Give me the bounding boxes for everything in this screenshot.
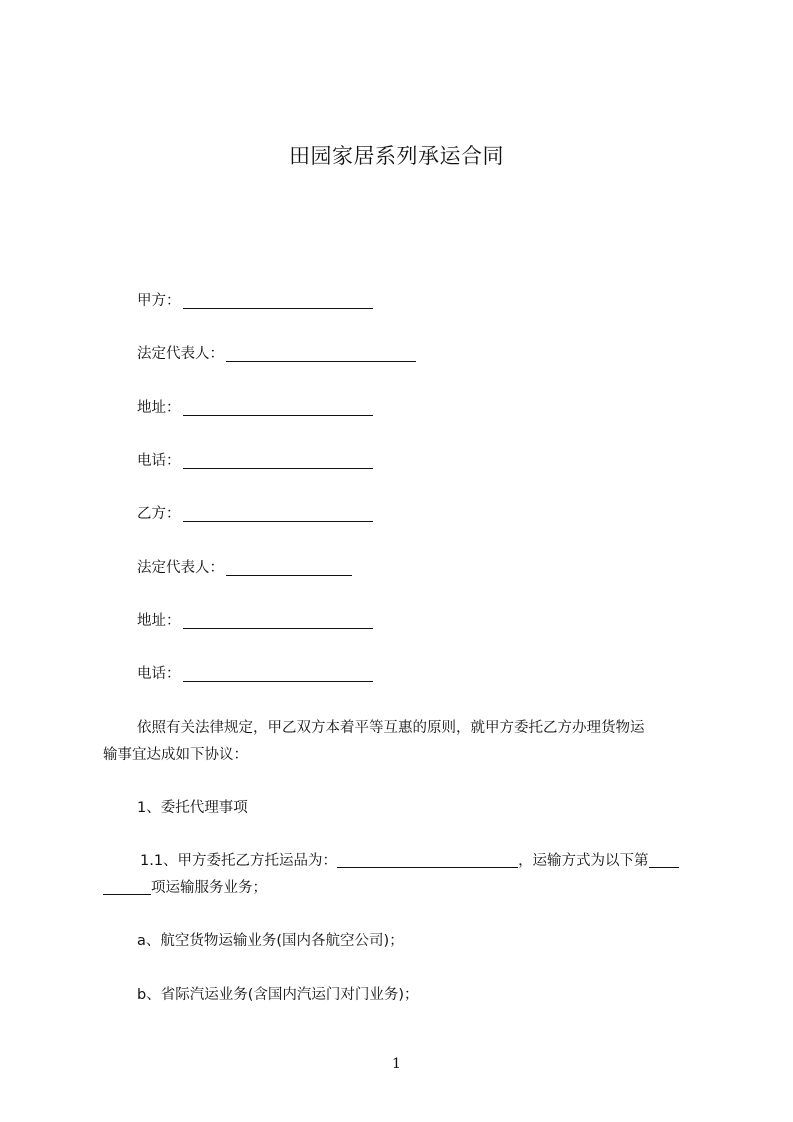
document-title: 田园家居系列承运合同 (289, 144, 504, 168)
party-b-legal-rep-field (137, 556, 352, 580)
clause-text: 1.1、甲方委托乙方托运品为： (140, 853, 338, 869)
list-item-a: a、航空货物运输业务(国内各航空公司)； (137, 933, 404, 949)
fill-in-blank[interactable] (183, 290, 373, 309)
clause-1-1-line-1 (140, 849, 679, 873)
fill-in-blank[interactable] (226, 343, 416, 362)
fill-in-blank[interactable] (103, 877, 151, 895)
fill-in-blank[interactable] (649, 850, 679, 868)
fill-in-blank[interactable] (183, 450, 373, 469)
list-item-b: b、省际汽运业务(含国内汽运门对门业务)； (137, 987, 419, 1003)
clause-text: 项运输服务业务； (151, 880, 267, 896)
fill-in-blank[interactable] (183, 503, 373, 522)
party-a-field (137, 289, 373, 313)
fill-in-blank[interactable] (337, 850, 518, 868)
field-label: 甲方： (137, 293, 181, 309)
party-a-legal-rep-field (137, 342, 416, 366)
clause-text: ，运输方式为以下第 (518, 853, 649, 869)
page-number: 1 (392, 1056, 401, 1072)
field-label: 地址： (137, 613, 181, 629)
party-a-address-field (137, 396, 373, 420)
fill-in-blank[interactable] (183, 663, 373, 682)
fill-in-blank[interactable] (183, 397, 373, 416)
section-heading: 1、委托代理事项 (137, 800, 248, 816)
field-label: 电话： (137, 453, 181, 469)
intro-paragraph-line-2: 输事宜达成如下协议： (103, 747, 248, 763)
field-label: 法定代表人： (137, 560, 224, 576)
party-b-phone-field (137, 662, 373, 686)
fill-in-blank[interactable] (183, 610, 373, 629)
fill-in-blank[interactable] (226, 557, 352, 576)
field-label: 电话： (137, 666, 181, 682)
field-label: 法定代表人： (137, 346, 224, 362)
party-a-phone-field (137, 449, 373, 473)
field-label: 地址： (137, 400, 181, 416)
party-b-address-field (137, 609, 373, 633)
field-label: 乙方： (137, 506, 181, 522)
party-b-field (137, 502, 373, 526)
intro-paragraph-line-1: 依照有关法律规定，甲乙双方本着平等互惠的原则，就甲方委托乙方办理货物运 (137, 720, 645, 736)
clause-1-1-line-2 (103, 876, 267, 900)
